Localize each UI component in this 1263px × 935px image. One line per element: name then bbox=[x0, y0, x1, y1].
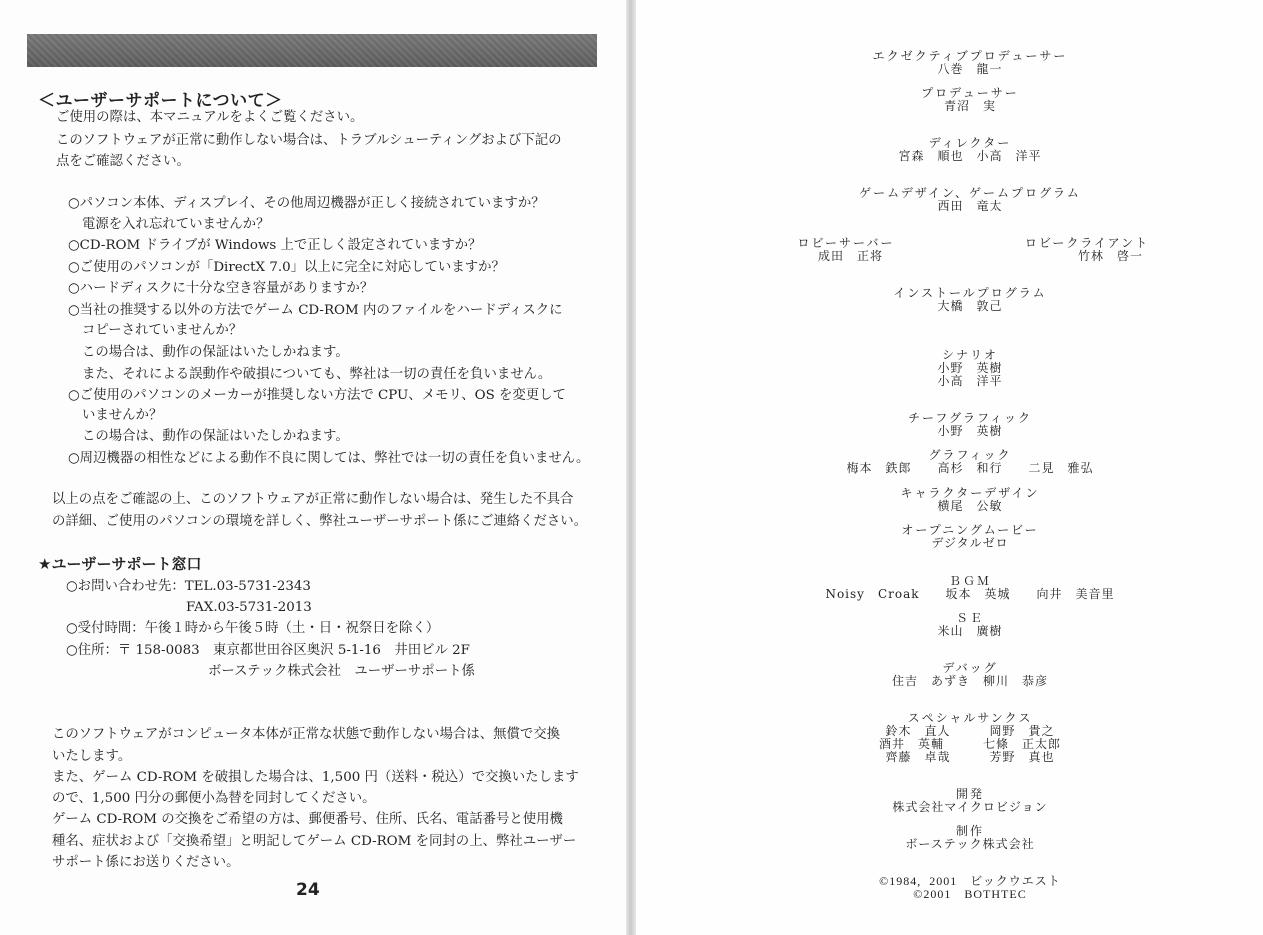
credit-names: 小野 英樹 bbox=[937, 361, 1003, 375]
credit-role: ゲームデザイン、ゲームプログラム bbox=[859, 186, 1081, 200]
exchange-line: サポート係にお送りください。 bbox=[52, 855, 240, 870]
checklist-line: ○パソコン本体、ディスプレイ、その他周辺機器が正しく接続されていますか？ bbox=[68, 196, 545, 211]
exchange-line: また、ゲーム CD-ROM を破損した場合は、1,500 円（送料・税込）で交換いたします bbox=[52, 770, 579, 785]
checklist-line: この場合は、動作の保証はいたしかねます。 bbox=[82, 429, 349, 444]
credit-names: 宮森 順也 小高 洋平 bbox=[898, 149, 1042, 163]
checklist-line: いませんか？ bbox=[82, 408, 163, 423]
credit-production bbox=[770, 825, 1170, 851]
credit-bgm bbox=[770, 575, 1170, 601]
credit-names: 青沼 実 bbox=[943, 99, 996, 113]
credit-names: 成田 正将 bbox=[818, 249, 884, 263]
support-line: FAX.03-5731-2013 bbox=[186, 600, 312, 615]
credit-names: 齊藤 卓哉 芳野 真也 bbox=[885, 750, 1055, 764]
credit-chief-graphic bbox=[770, 412, 1170, 438]
checklist-line: また、それによる誤動作や破損についても、弊社は一切の責任を負いません。 bbox=[82, 367, 552, 382]
credit-lobby-server bbox=[786, 237, 906, 263]
credit-character-design bbox=[770, 487, 1170, 513]
intro-line: 点をご確認ください。 bbox=[56, 154, 190, 169]
credit-se bbox=[770, 612, 1170, 638]
page-number: 24 bbox=[296, 880, 320, 900]
credit-names: 住吉 あずき 柳川 恭彦 bbox=[891, 674, 1048, 688]
credit-role: ロビークライアント bbox=[1024, 236, 1150, 250]
credit-role: インストールプログラム bbox=[893, 286, 1047, 300]
credit-names: Noisy Croak 坂本 英城 向井 美音里 bbox=[825, 587, 1115, 601]
credit-role: ディレクター bbox=[928, 136, 1012, 150]
checklist-line: ○周辺機器の相性などによる動作不良に関しては、弊社では一切の責任を負いません。 bbox=[68, 451, 590, 466]
credit-role: チーフグラフィック bbox=[907, 411, 1033, 425]
support-line: ○お問い合わせ先：TEL.03-5731-2343 bbox=[66, 579, 311, 594]
credit-names: 鈴木 直人 岡野 貴之 bbox=[885, 724, 1055, 738]
credit-producer bbox=[770, 87, 1170, 113]
credit-executive-producer bbox=[770, 50, 1170, 76]
copyright-line: ©1984, 2001 ビックウエスト bbox=[879, 874, 1061, 888]
credit-role: プロデューサー bbox=[921, 86, 1019, 100]
checklist-line: ○CD-ROM ドライブが Windows 上で正しく設定されていますか？ bbox=[68, 238, 482, 253]
credit-role: オープニングムービー bbox=[901, 523, 1039, 537]
support-line: ○住所：〒 158-0083 東京都世田谷区奥沢 5-1-16 井田ビル 2F bbox=[66, 643, 470, 658]
credit-names: 酒井 英輔 七條 正太郎 bbox=[878, 737, 1061, 751]
checklist-line: 電源を入れ忘れていませんか？ bbox=[82, 217, 270, 232]
credit-lobby-client bbox=[1021, 237, 1153, 263]
credit-opening-movie bbox=[770, 524, 1170, 550]
credit-role: グラフィック bbox=[928, 448, 1012, 462]
checklist-line: ○ハードディスクに十分な空き容量がありますか？ bbox=[68, 281, 374, 296]
checklist-line: コピーされていませんか？ bbox=[82, 323, 243, 338]
credit-role: ＢＧＭ bbox=[948, 574, 991, 588]
intro-line: このソフトウェアが正常に動作しない場合は、トラブルシューティングおよび下記の bbox=[56, 133, 562, 148]
exchange-line: 種名、症状および「交換希望」と明記してゲーム CD-ROM を同封の上、弊社ユーザー bbox=[52, 834, 577, 849]
credit-game-design bbox=[770, 187, 1170, 213]
credit-role: デバッグ bbox=[942, 661, 998, 675]
exchange-line: いたします。 bbox=[52, 749, 132, 764]
credit-director bbox=[770, 137, 1170, 163]
support-line: ○受付時間：午後１時から午後５時（土・日・祝祭日を除く） bbox=[66, 621, 440, 636]
checklist-line: ○ご使用のパソコンが「DirectX 7.0」以上に完全に対応していますか？ bbox=[68, 260, 505, 275]
checklist-line: この場合は、動作の保証はいたしかねます。 bbox=[82, 345, 349, 360]
credit-names: ボーステック株式会社 bbox=[905, 837, 1035, 851]
copyright-block bbox=[770, 875, 1170, 901]
exchange-line: ので、1,500 円分の郵便小為替を同封してください。 bbox=[52, 791, 376, 806]
credit-names: 株式会社マイクロビジョン bbox=[892, 800, 1048, 814]
credit-role: 制作 bbox=[955, 824, 984, 838]
credit-names: 大橋 敦己 bbox=[937, 299, 1003, 313]
checklist-line: ○ご使用のパソコンのメーカーが推奨しない方法で CPU、メモリ、OS を変更して bbox=[68, 388, 566, 403]
credit-names: 小野 英樹 bbox=[937, 424, 1003, 438]
credit-special-thanks bbox=[770, 712, 1170, 764]
book-gutter bbox=[626, 0, 636, 935]
credit-names: 西田 竜太 bbox=[937, 199, 1003, 213]
credit-names: 米山 廣樹 bbox=[937, 624, 1003, 638]
credit-development bbox=[770, 788, 1170, 814]
credit-names: 梅本 鉄郎 高杉 和行 二見 雅弘 bbox=[846, 461, 1094, 475]
credit-role: ロビーサーバー bbox=[797, 236, 895, 250]
credit-graphic bbox=[770, 449, 1170, 475]
support-title: ★ユーザーサポート窓口 bbox=[38, 555, 202, 573]
credit-names: 八巻 龍一 bbox=[937, 62, 1003, 76]
section-title: ＜ユーザーサポートについて＞ bbox=[38, 91, 283, 111]
credit-debug bbox=[770, 662, 1170, 688]
credit-install-program bbox=[770, 287, 1170, 313]
confirm-line: の詳細、ご使用のパソコンの環境を詳しく、弊社ユーザーサポート係にご連絡ください。 bbox=[52, 514, 588, 529]
header-bar bbox=[27, 34, 597, 67]
left-page bbox=[0, 0, 626, 935]
support-line: ボーステック株式会社 ユーザーサポート係 bbox=[208, 664, 475, 679]
credit-role: シナリオ bbox=[942, 348, 998, 362]
exchange-line: このソフトウェアがコンピュータ本体が正常な状態で動作しない場合は、無償で交換 bbox=[52, 727, 561, 742]
intro-line: ご使用の際は、本マニュアルをよくご覧ください。 bbox=[56, 110, 364, 125]
credit-names: 横尾 公敏 bbox=[937, 499, 1003, 513]
credit-names: デジタルゼロ bbox=[931, 536, 1009, 550]
credit-role: キャラクターデザイン bbox=[900, 486, 1040, 500]
copyright-line: ©2001 BOTHTEC bbox=[913, 887, 1027, 901]
credit-names: 小高 洋平 bbox=[937, 374, 1003, 388]
credit-role: スペシャルサンクス bbox=[907, 711, 1033, 725]
credits-page bbox=[636, 0, 1263, 935]
credit-names: 竹林 啓一 bbox=[1077, 249, 1143, 263]
credit-role: ＳＥ bbox=[955, 611, 984, 625]
credit-scenario bbox=[770, 349, 1170, 388]
checklist-line: ○当社の推奨する以外の方法でゲーム CD-ROM 内のファイルをハードディスクに bbox=[68, 303, 563, 318]
credit-role: 開発 bbox=[955, 787, 984, 801]
credit-role: エクゼクティブプロデューサー bbox=[872, 49, 1068, 63]
exchange-line: ゲーム CD-ROM の交換をご希望の方は、郵便番号、住所、氏名、電話番号と使用機 bbox=[52, 812, 563, 827]
confirm-line: 以上の点をご確認の上、このソフトウェアが正常に動作しない場合は、発生した不具合 bbox=[52, 492, 574, 507]
